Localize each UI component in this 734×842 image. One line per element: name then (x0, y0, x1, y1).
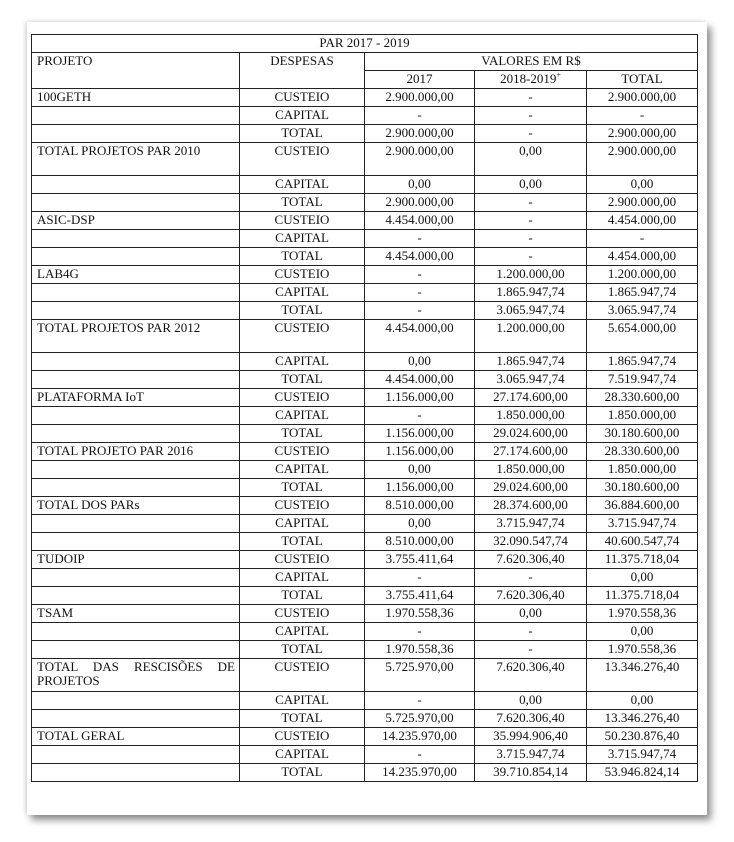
table-row (32, 320, 698, 353)
cell-projeto (32, 284, 240, 302)
cell-2018-2019: 1.850.000,00 (475, 461, 587, 479)
cell-2017: 4.454.000,00 (365, 320, 475, 353)
table-row (32, 551, 698, 569)
cell-2018-2019: - (475, 107, 587, 125)
cell-total: 3.715.947,74 (587, 746, 698, 764)
cell-total: 3.715.947,74 (587, 515, 698, 533)
cell-despesa: TOTAL (240, 641, 365, 659)
cell-2017: 1.970.558,36 (365, 641, 475, 659)
cell-2017: 2.900.000,00 (365, 143, 475, 176)
table-row (32, 212, 698, 230)
cell-projeto (32, 425, 240, 443)
cell-despesa: CUSTEIO (240, 659, 365, 692)
cell-despesa: CAPITAL (240, 746, 365, 764)
cell-total: 28.330.600,00 (587, 443, 698, 461)
table-row (32, 284, 698, 302)
cell-2018-2019: - (475, 248, 587, 266)
cell-total: 0,00 (587, 623, 698, 641)
cell-2018-2019: 1.200.000,00 (475, 320, 587, 353)
cell-2017: 5.725.970,00 (365, 710, 475, 728)
cell-2018-2019: - (475, 125, 587, 143)
cell-despesa: TOTAL (240, 533, 365, 551)
table-row (32, 89, 698, 107)
cell-projeto (32, 569, 240, 587)
cell-despesa: CAPITAL (240, 692, 365, 710)
table-row (32, 230, 698, 248)
cell-projeto (32, 107, 240, 125)
cell-total: 53.946.824,14 (587, 764, 698, 782)
cell-projeto (32, 515, 240, 533)
cell-projeto: TOTAL DAS RESCISÕES DE PROJETOS (32, 659, 240, 692)
cell-projeto (32, 746, 240, 764)
cell-projeto (32, 248, 240, 266)
cell-2017: 2.900.000,00 (365, 89, 475, 107)
cell-2017: 4.454.000,00 (365, 371, 475, 389)
cell-2018-2019: 7.620.306,40 (475, 551, 587, 569)
cell-2018-2019: 0,00 (475, 143, 587, 176)
cell-projeto: TOTAL DOS PARs (32, 497, 240, 515)
table-row (32, 587, 698, 605)
cell-total: 36.884.600,00 (587, 497, 698, 515)
cell-projeto (32, 407, 240, 425)
cell-total: 0,00 (587, 692, 698, 710)
cell-2017: - (365, 692, 475, 710)
header-2018-2019-sup: + (556, 70, 561, 80)
table-row (32, 425, 698, 443)
cell-despesa: CUSTEIO (240, 320, 365, 353)
table-row (32, 371, 698, 389)
cell-2017: 3.755.411,64 (365, 587, 475, 605)
cell-projeto: TSAM (32, 605, 240, 623)
cell-2017: 0,00 (365, 461, 475, 479)
table-row (32, 764, 698, 782)
cell-total: 1.865.947,74 (587, 353, 698, 371)
cell-2018-2019: 0,00 (475, 692, 587, 710)
cell-2017: - (365, 230, 475, 248)
cell-2017: 4.454.000,00 (365, 248, 475, 266)
cell-2018-2019: 0,00 (475, 176, 587, 194)
cell-total: 13.346.276,40 (587, 710, 698, 728)
financial-table (31, 34, 698, 782)
cell-2017: - (365, 302, 475, 320)
cell-2017: 5.725.970,00 (365, 659, 475, 692)
cell-projeto (32, 692, 240, 710)
cell-despesa: CAPITAL (240, 515, 365, 533)
cell-2018-2019: - (475, 194, 587, 212)
cell-despesa: CUSTEIO (240, 266, 365, 284)
cell-2018-2019: 29.024.600,00 (475, 479, 587, 497)
cell-despesa: CUSTEIO (240, 551, 365, 569)
cell-2017: - (365, 407, 475, 425)
cell-despesa: CAPITAL (240, 353, 365, 371)
cell-despesa: CAPITAL (240, 623, 365, 641)
cell-total: 11.375.718,04 (587, 587, 698, 605)
cell-2017: 2.900.000,00 (365, 125, 475, 143)
cell-2018-2019: 28.374.600,00 (475, 497, 587, 515)
cell-total: - (587, 230, 698, 248)
cell-projeto (32, 194, 240, 212)
cell-despesa: CAPITAL (240, 107, 365, 125)
header-2018-2019 (475, 71, 587, 89)
cell-total: 1.200.000,00 (587, 266, 698, 284)
cell-despesa: CUSTEIO (240, 605, 365, 623)
table-row (32, 746, 698, 764)
cell-projeto (32, 302, 240, 320)
cell-2018-2019: 32.090.547,74 (475, 533, 587, 551)
cell-2018-2019: 1.865.947,74 (475, 353, 587, 371)
cell-2017: 0,00 (365, 176, 475, 194)
cell-despesa: CUSTEIO (240, 212, 365, 230)
cell-2018-2019: 3.715.947,74 (475, 515, 587, 533)
cell-despesa: CUSTEIO (240, 89, 365, 107)
cell-projeto (32, 125, 240, 143)
cell-2018-2019: 1.850.000,00 (475, 407, 587, 425)
cell-2017: - (365, 266, 475, 284)
cell-projeto: TOTAL PROJETOS PAR 2010 (32, 143, 240, 176)
table-row (32, 107, 698, 125)
table-row (32, 302, 698, 320)
header-total: TOTAL (587, 71, 698, 89)
cell-total: 30.180.600,00 (587, 425, 698, 443)
table-row (32, 623, 698, 641)
cell-projeto (32, 230, 240, 248)
header-projeto: PROJETO (32, 53, 240, 89)
table-row (32, 605, 698, 623)
cell-total: 11.375.718,04 (587, 551, 698, 569)
cell-total: 1.970.558,36 (587, 605, 698, 623)
table-row (32, 389, 698, 407)
cell-total: 50.230.876,40 (587, 728, 698, 746)
cell-2017: 0,00 (365, 353, 475, 371)
cell-total: 30.180.600,00 (587, 479, 698, 497)
table-row (32, 353, 698, 371)
cell-projeto: TOTAL GERAL (32, 728, 240, 746)
cell-despesa: CUSTEIO (240, 728, 365, 746)
table-row (32, 194, 698, 212)
cell-total: 2.900.000,00 (587, 89, 698, 107)
cell-projeto (32, 353, 240, 371)
cell-2018-2019: - (475, 89, 587, 107)
cell-despesa: CAPITAL (240, 176, 365, 194)
cell-despesa: CAPITAL (240, 230, 365, 248)
cell-despesa: TOTAL (240, 479, 365, 497)
cell-projeto (32, 371, 240, 389)
cell-2017: 1.156.000,00 (365, 479, 475, 497)
table-row (32, 479, 698, 497)
cell-total: 28.330.600,00 (587, 389, 698, 407)
cell-total: 3.065.947,74 (587, 302, 698, 320)
table-row (32, 461, 698, 479)
header-valores: VALORES EM R$ (365, 53, 698, 71)
cell-2017: 0,00 (365, 515, 475, 533)
cell-total: 4.454.000,00 (587, 212, 698, 230)
cell-2018-2019: 3.065.947,74 (475, 371, 587, 389)
cell-despesa: TOTAL (240, 425, 365, 443)
cell-despesa: CAPITAL (240, 407, 365, 425)
cell-total: 1.865.947,74 (587, 284, 698, 302)
table-row (32, 728, 698, 746)
cell-despesa: TOTAL (240, 302, 365, 320)
cell-projeto: PLATAFORMA IoT (32, 389, 240, 407)
cell-2017: - (365, 746, 475, 764)
cell-projeto: TOTAL PROJETOS PAR 2012 (32, 320, 240, 353)
cell-total: 2.900.000,00 (587, 194, 698, 212)
cell-2018-2019: 7.620.306,40 (475, 659, 587, 692)
cell-2017: - (365, 569, 475, 587)
document-page (27, 22, 707, 815)
cell-total: 0,00 (587, 569, 698, 587)
table-row (32, 443, 698, 461)
cell-2018-2019: - (475, 212, 587, 230)
cell-despesa: CUSTEIO (240, 389, 365, 407)
cell-2018-2019: 7.620.306,40 (475, 587, 587, 605)
cell-projeto (32, 176, 240, 194)
table-row (32, 407, 698, 425)
cell-projeto (32, 764, 240, 782)
table-title: PAR 2017 - 2019 (32, 35, 698, 53)
table-row (32, 125, 698, 143)
cell-2017: - (365, 623, 475, 641)
cell-total: 1.970.558,36 (587, 641, 698, 659)
cell-despesa: CUSTEIO (240, 143, 365, 176)
cell-projeto (32, 623, 240, 641)
cell-projeto (32, 479, 240, 497)
cell-projeto: LAB4G (32, 266, 240, 284)
table-row (32, 248, 698, 266)
cell-2018-2019: 3.065.947,74 (475, 302, 587, 320)
cell-projeto: TUDOIP (32, 551, 240, 569)
cell-total: 2.900.000,00 (587, 125, 698, 143)
table-row (32, 176, 698, 194)
cell-2017: 1.156.000,00 (365, 389, 475, 407)
cell-2017: 3.755.411,64 (365, 551, 475, 569)
cell-2018-2019: - (475, 641, 587, 659)
cell-2017: 8.510.000,00 (365, 497, 475, 515)
cell-2018-2019: 7.620.306,40 (475, 710, 587, 728)
cell-2018-2019: 27.174.600,00 (475, 389, 587, 407)
cell-total: 2.900.000,00 (587, 143, 698, 176)
cell-despesa: TOTAL (240, 194, 365, 212)
cell-total: 4.454.000,00 (587, 248, 698, 266)
cell-despesa: CAPITAL (240, 461, 365, 479)
cell-2018-2019: 0,00 (475, 605, 587, 623)
cell-2017: 8.510.000,00 (365, 533, 475, 551)
cell-projeto (32, 533, 240, 551)
table-row (32, 143, 698, 176)
cell-2017: 1.156.000,00 (365, 425, 475, 443)
cell-2017: 4.454.000,00 (365, 212, 475, 230)
cell-despesa: CUSTEIO (240, 497, 365, 515)
cell-projeto (32, 461, 240, 479)
cell-total: 40.600.547,74 (587, 533, 698, 551)
cell-2017: 1.970.558,36 (365, 605, 475, 623)
cell-total: 1.850.000,00 (587, 461, 698, 479)
table-row (32, 692, 698, 710)
cell-total: 0,00 (587, 176, 698, 194)
table-body (32, 89, 698, 782)
cell-projeto: 100GETH (32, 89, 240, 107)
cell-2018-2019: - (475, 230, 587, 248)
cell-2018-2019: 1.200.000,00 (475, 266, 587, 284)
cell-despesa: TOTAL (240, 248, 365, 266)
cell-projeto (32, 641, 240, 659)
cell-2018-2019: 29.024.600,00 (475, 425, 587, 443)
cell-2018-2019: 39.710.854,14 (475, 764, 587, 782)
cell-2017: - (365, 284, 475, 302)
table-row (32, 533, 698, 551)
cell-despesa: TOTAL (240, 125, 365, 143)
cell-despesa: CAPITAL (240, 284, 365, 302)
cell-2017: 14.235.970,00 (365, 728, 475, 746)
table-row (32, 569, 698, 587)
cell-total: 5.654.000,00 (587, 320, 698, 353)
cell-2018-2019: 35.994.906,40 (475, 728, 587, 746)
cell-2018-2019: 3.715.947,74 (475, 746, 587, 764)
cell-2017: 14.235.970,00 (365, 764, 475, 782)
cell-2017: - (365, 107, 475, 125)
cell-projeto: ASIC-DSP (32, 212, 240, 230)
cell-despesa: CUSTEIO (240, 443, 365, 461)
header-2017: 2017 (365, 71, 475, 89)
table-row (32, 659, 698, 692)
table-row (32, 266, 698, 284)
cell-despesa: TOTAL (240, 710, 365, 728)
cell-2018-2019: 1.865.947,74 (475, 284, 587, 302)
cell-2017: 1.156.000,00 (365, 443, 475, 461)
cell-projeto (32, 710, 240, 728)
cell-despesa: CAPITAL (240, 569, 365, 587)
table-row (32, 710, 698, 728)
table-row (32, 515, 698, 533)
cell-2018-2019: - (475, 623, 587, 641)
cell-2017: 2.900.000,00 (365, 194, 475, 212)
cell-projeto (32, 587, 240, 605)
cell-total: 13.346.276,40 (587, 659, 698, 692)
header-despesas: DESPESAS (240, 53, 365, 89)
header-2018-2019-label: 2018-2019 (500, 71, 557, 86)
cell-projeto: TOTAL PROJETO PAR 2016 (32, 443, 240, 461)
cell-total: 7.519.947,74 (587, 371, 698, 389)
table-row (32, 497, 698, 515)
cell-despesa: TOTAL (240, 764, 365, 782)
cell-total: - (587, 107, 698, 125)
cell-total: 1.850.000,00 (587, 407, 698, 425)
cell-2018-2019: 27.174.600,00 (475, 443, 587, 461)
cell-2018-2019: - (475, 569, 587, 587)
cell-despesa: TOTAL (240, 371, 365, 389)
cell-despesa: TOTAL (240, 587, 365, 605)
table-row (32, 641, 698, 659)
